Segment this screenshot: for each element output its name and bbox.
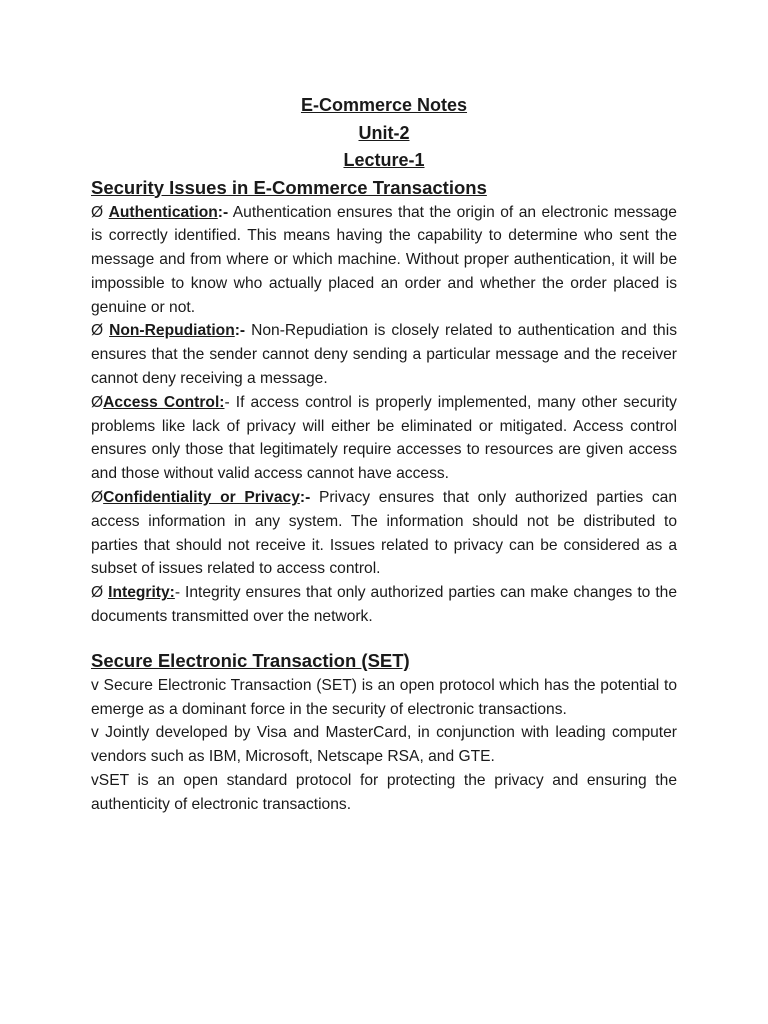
bullet-symbol: v xyxy=(91,772,99,790)
security-item-non-repudiation xyxy=(91,319,677,390)
term-separator: :- xyxy=(217,203,229,221)
security-item-integrity xyxy=(91,581,677,629)
unit-label: Unit-2 xyxy=(358,122,410,143)
term-access-control: Access Control: xyxy=(103,393,225,411)
item-text: Jointly developed by Visa and MasterCard, in conjunction with leading computer vendors such as IBM, Microsoft, Netscape RSA, and GTE. xyxy=(91,724,677,766)
bullet-symbol: v xyxy=(91,724,99,742)
security-item-access-control xyxy=(91,391,677,486)
lecture-label: Lecture-1 xyxy=(343,150,425,170)
term-separator: :- xyxy=(299,489,311,507)
term-separator: :- xyxy=(234,322,246,340)
bullet-symbol: Ø xyxy=(91,393,104,411)
bullet-symbol: Ø xyxy=(91,489,104,507)
bullet-symbol: v xyxy=(91,676,99,694)
document-title: E-Commerce Notes xyxy=(300,95,468,115)
term-authentication: Authentication xyxy=(108,203,218,221)
term-integrity: Integrity: xyxy=(108,584,175,602)
document-page xyxy=(91,92,677,817)
set-item xyxy=(91,674,677,722)
item-text: SET is an open standard protocol for protecting the privacy and ensuring the authenticity of electronic transactions. xyxy=(91,772,677,813)
set-item xyxy=(91,721,677,769)
set-item xyxy=(91,769,677,817)
item-text: Authentication ensures that the origin of an electronic message is correctly identified. This means having the capability to determine who sent the message and from where or which machine. Without proper authentication, it will be impossible to know who actually placed an order and whether the order placed is genuine or not. xyxy=(91,203,677,316)
item-text: Secure Electronic Transaction (SET) is an open protocol which has the potential to emerge as a dominant force in the security of electronic transactions. xyxy=(91,676,678,718)
security-item-confidentiality xyxy=(91,486,677,581)
bullet-symbol: Ø xyxy=(91,584,104,602)
bullet-symbol: Ø xyxy=(91,203,104,221)
bullet-symbol: Ø xyxy=(91,322,104,340)
term-confidentiality: Confidentiality or Privacy xyxy=(103,489,300,507)
set-section-heading: Secure Electronic Transaction (SET) xyxy=(91,649,410,671)
item-text: - If access control is properly implemented, many other security problems like lack of privacy will either be eliminated or mitigated. Access control ensures only those that legitimately require accesses to resources are given access and those without valid access cannot have access. xyxy=(91,393,677,483)
security-section-heading: Security Issues in E-Commerce Transactions xyxy=(91,176,487,198)
item-text: Non-Repudiation is closely related to authentication and this ensures that the sender cannot deny sending a particular message and the receiver cannot deny receiving a message. xyxy=(91,322,677,388)
security-item-authentication xyxy=(91,201,677,320)
term-non-repudiation: Non-Repudiation xyxy=(109,322,235,340)
item-text: Privacy ensures that only authorized parties can access information in any system. The information should not be distributed to parties that should not receive it. Issues related to privacy can be considered as a subset of issues related to access control. xyxy=(91,489,677,578)
item-text: - Integrity ensures that only authorized parties can make changes to the documents transmitted over the network. xyxy=(91,584,677,626)
